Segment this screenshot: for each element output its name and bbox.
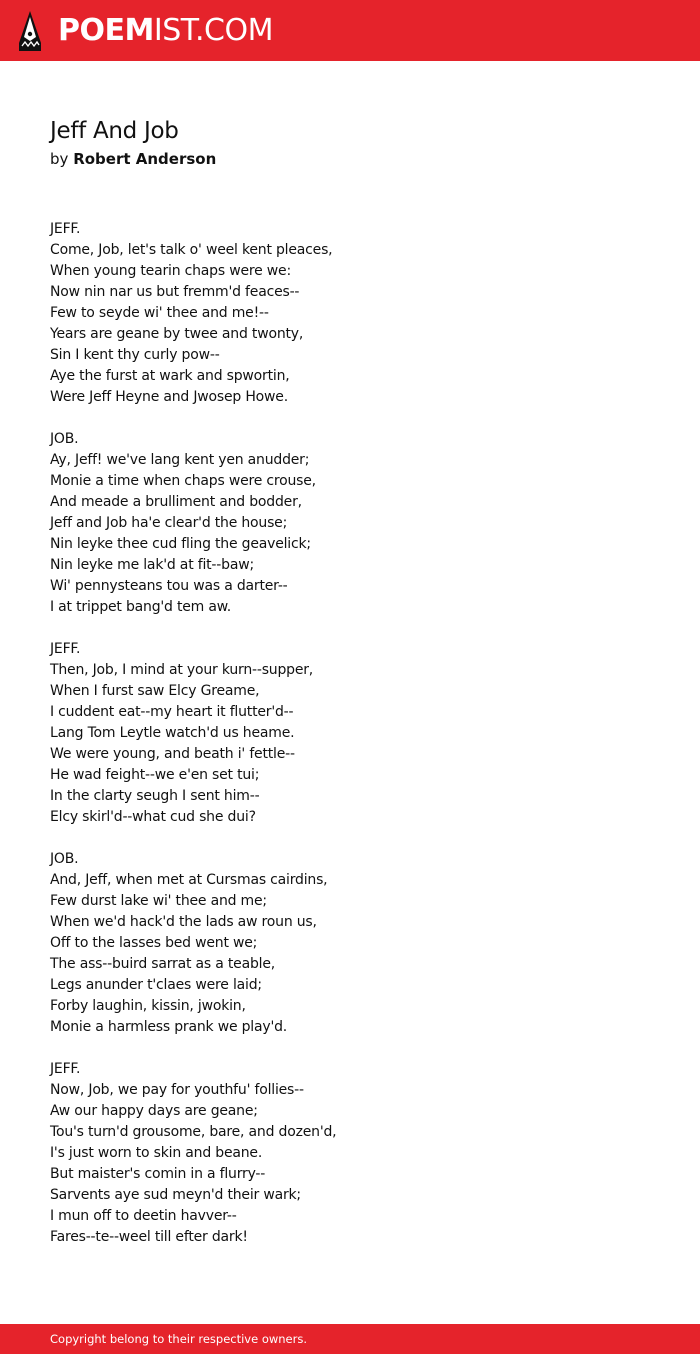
speaker-label: JOB. (50, 851, 79, 867)
poem-body (50, 219, 650, 1269)
top-header-bar (0, 0, 700, 61)
poem-line: Fares--te--weel till efter dark! (50, 1229, 248, 1245)
poem-line: Aw our happy days are geane; (50, 1103, 258, 1119)
poem-line: We were young, and beath i' fettle-- (50, 746, 295, 762)
poem-line: Off to the lasses bed went we; (50, 935, 258, 951)
by-label: by (50, 150, 69, 168)
poem-line: Sarvents aye sud meyn'd their wark; (50, 1187, 301, 1203)
poem-author: Robert Anderson (73, 150, 217, 168)
poem-line: I cuddent eat--my heart it flutter'd-- (50, 704, 294, 720)
poem-line: Then, Job, I mind at your kurn--supper, (50, 662, 314, 678)
poem-line: Monie a harmless prank we play'd. (50, 1019, 288, 1035)
poem-line: In the clarty seugh I sent him-- (50, 788, 260, 804)
poem-line: I's just worn to skin and beane. (50, 1145, 263, 1161)
poem-line: When young tearin chaps were we: (50, 263, 291, 279)
speaker-label: JOB. (50, 431, 79, 447)
poem-title: Jeff And Job (50, 118, 179, 144)
poem-line: And, Jeff, when met at Cursmas cairdins, (50, 872, 328, 888)
poem-line: Now nin nar us but fremm'd feaces-- (50, 284, 300, 300)
speaker-label: JEFF. (50, 1061, 81, 1077)
site-logo-text (58, 10, 273, 52)
poem-line: Ay, Jeff! we've lang kent yen anudder; (50, 452, 310, 468)
poem-line: Tou's turn'd grousome, bare, and dozen'd, (50, 1124, 337, 1140)
poem-line: I mun off to deetin havver-- (50, 1208, 237, 1224)
poem-line: I at trippet bang'd tem aw. (50, 599, 231, 615)
speaker-label: JEFF. (50, 641, 81, 657)
poem-byline (50, 148, 216, 170)
poem-stanza (50, 219, 650, 408)
poem-line: Now, Job, we pay for youthfu' follies-- (50, 1082, 304, 1098)
poem-line: Were Jeff Heyne and Jwosep Howe. (50, 389, 288, 405)
poem-stanza (50, 1059, 650, 1248)
poem-line: Aye the furst at wark and spwortin, (50, 368, 290, 384)
footer-bar (0, 1324, 700, 1354)
poem-line: Wi' pennysteans tou was a darter-- (50, 578, 288, 594)
poem-line: Few to seyde wi' thee and me!-- (50, 305, 269, 321)
poem-line: Few durst lake wi' thee and me; (50, 893, 267, 909)
poem-stanza (50, 849, 650, 1038)
logo-text-light: IST.COM (153, 13, 273, 48)
poem-stanza (50, 429, 650, 618)
poem-line: Jeff and Job ha'e clear'd the house; (50, 515, 288, 531)
poem-stanza (50, 639, 650, 828)
poem-line: Elcy skirl'd--what cud she dui? (50, 809, 256, 825)
poem-line: Lang Tom Leytle watch'd us heame. (50, 725, 295, 741)
poem-line: Forby laughin, kissin, jwokin, (50, 998, 246, 1014)
poem-line: Legs anunder t'claes were laid; (50, 977, 262, 993)
poem-line: Years are geane by twee and twonty, (50, 326, 304, 342)
copyright-notice: Copyright belong to their respective owners. (50, 1332, 308, 1346)
poem-line: When I furst saw Elcy Greame, (50, 683, 260, 699)
logo-text-bold: POEM (58, 13, 154, 48)
poem-line: When we'd hack'd the lads aw roun us, (50, 914, 317, 930)
poem-line: The ass--buird sarrat as a teable, (50, 956, 275, 972)
site-logo-link[interactable] (18, 10, 273, 52)
pen-nib-icon (18, 10, 42, 52)
poem-line: Nin leyke thee cud fling the geavelick; (50, 536, 311, 552)
poem-line: But maister's comin in a flurry-- (50, 1166, 266, 1182)
poem-line: He wad feight--we e'en set tui; (50, 767, 260, 783)
poem-line: Come, Job, let's talk o' weel kent pleaces, (50, 242, 333, 258)
poem-line: Monie a time when chaps were crouse, (50, 473, 316, 489)
speaker-label: JEFF. (50, 221, 81, 237)
poem-line: And meade a brulliment and bodder, (50, 494, 302, 510)
poem-line: Nin leyke me lak'd at fit--baw; (50, 557, 254, 573)
poem-line: Sin I kent thy curly pow-- (50, 347, 220, 363)
